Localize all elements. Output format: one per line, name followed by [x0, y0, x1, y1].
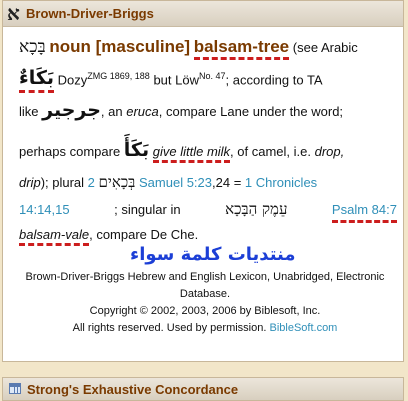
ref-1-chronicles[interactable]: 1 Chronicles [244, 175, 318, 190]
bdb-panel [2, 0, 404, 362]
eruca-italic: eruca [126, 104, 159, 119]
entry-line-6 [19, 200, 397, 223]
dozy-ref: Dozy [57, 72, 88, 88]
copyright-block [5, 269, 405, 337]
copyright-line-4 [5, 320, 405, 337]
ref-psalm[interactable]: Psalm 84:7 [332, 200, 397, 223]
table-icon [9, 383, 21, 394]
compare-de-che: , compare De Che. [89, 227, 199, 242]
copyright-line-1: Brown-Driver-Briggs Hebrew and English Lexicon, Unabridged, Electronic [25, 271, 385, 283]
arabic-word-3: بَكَأَ [123, 139, 150, 161]
forum-watermark: منتديات كلمة سواء [130, 244, 296, 265]
but-low: but Löw [153, 72, 199, 88]
gloss-balsam-tree: balsam-tree [194, 37, 289, 60]
eruca-pre: , an [100, 104, 123, 119]
singular-in: ; singular in [114, 202, 181, 217]
strongs-header-title: Strong's Exhaustive Concordance [27, 382, 239, 397]
rights-text: All rights reserved. Used by permission. [72, 322, 267, 334]
ref-2-samuel[interactable]: Samuel 5:23 [139, 175, 213, 190]
ref-24: ,24 = [212, 175, 242, 190]
give-little-milk: give little milk [153, 144, 230, 163]
perhaps-compare: perhaps compare [19, 144, 121, 159]
copyright-line-3: Copyright © 2002, 2003, 2006 by Biblesoft, Inc. [89, 305, 321, 317]
arabic-word-2: جرجير [42, 99, 101, 121]
strongs-header[interactable] [2, 377, 404, 401]
of-camel: , of camel, i.e. [230, 144, 311, 159]
copyright-line-2: Database. [179, 288, 231, 300]
aleph-icon: א [7, 1, 20, 25]
drop-italic: drop, [314, 144, 345, 159]
entry-line-3 [19, 101, 397, 121]
entry-line-2 [19, 67, 397, 89]
like-text: like [19, 104, 39, 119]
drip-italic: drip [19, 175, 41, 190]
entry-line-1 [19, 37, 397, 57]
hebrew-headword: בָּכָא [19, 37, 46, 57]
see-arabic: (see Arabic [292, 40, 358, 55]
bdb-header[interactable] [3, 1, 403, 27]
part-of-speech: noun [masculine] [49, 37, 191, 56]
biblesoft-link[interactable]: BibleSoft.com [269, 322, 338, 334]
according-ta: ; according to TA [225, 72, 323, 88]
entry-line-4 [19, 141, 397, 161]
plural-text: ); plural [40, 175, 85, 190]
dozy-sup: ZMG 1869, 188 [87, 71, 150, 81]
entry-line-7 [19, 225, 397, 244]
ref-2-samuel-num[interactable]: 2 [87, 175, 95, 190]
low-sup: No. 47 [199, 71, 226, 81]
compare-lane: , compare Lane under the word; [158, 104, 344, 119]
hebrew-phrase: עֵמֶק הַבָּכָא [225, 200, 288, 218]
balsam-vale: balsam-vale [19, 227, 89, 246]
entry-line-5 [19, 173, 397, 192]
ref-chronicles-verses[interactable]: 14:14,15 [19, 202, 70, 217]
bdb-header-title: Brown-Driver-Briggs [26, 6, 154, 21]
arabic-word-1: بَكَاءٌ [19, 67, 54, 93]
hebrew-plural: בְּכָאִים [98, 173, 136, 191]
